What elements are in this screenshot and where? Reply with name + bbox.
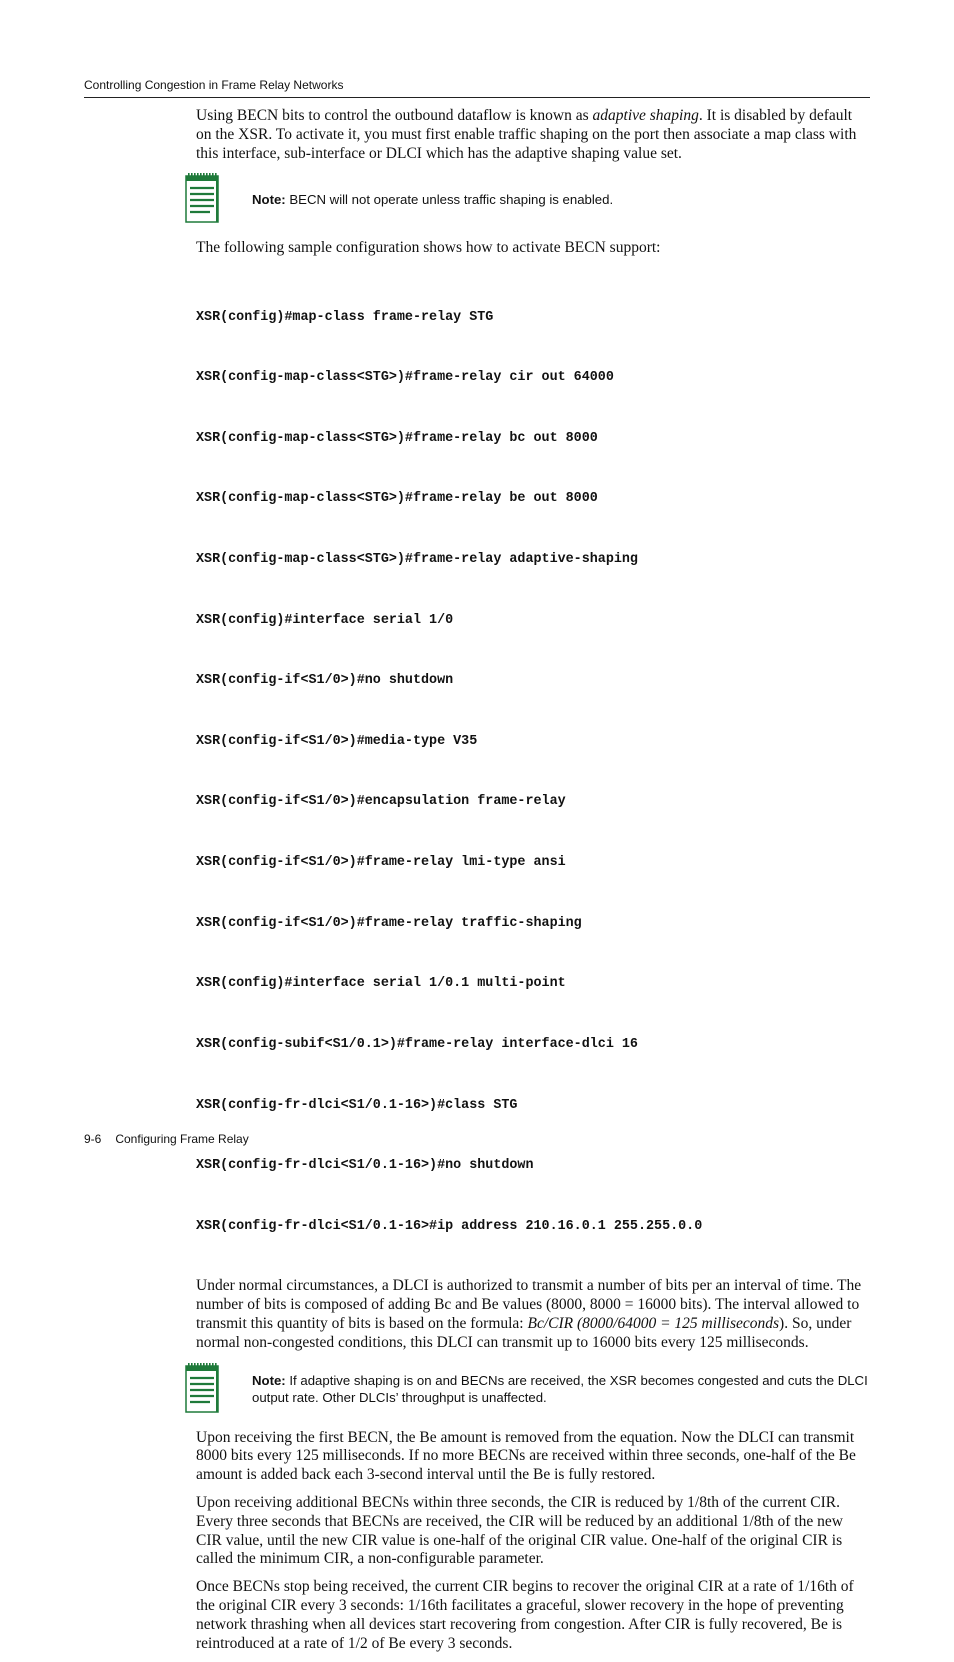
normal-text-before: Under normal circumstances, a DLCI is authorized to transmit a number of bits per an interval of time. The number of bits is composed of adding Bc and Be values (8000, 8000 = 16000 bits). The interval allowed to transmit this quantity of bits is based on the formula: xyxy=(196,1277,862,1332)
note-label: Note: xyxy=(252,191,286,207)
normal-text-after: ). So, under normal non-congested conditions, this DLCI can transmit up to 16000 bits every 125 milliseconds. xyxy=(196,1314,852,1351)
code-line: XSR(config)#interface serial 1/0.1 multi-point xyxy=(196,976,566,992)
code-line: XSR(config-if<S1/0>)#frame-relay traffic-shaping xyxy=(196,915,582,931)
page-number: 9-6 xyxy=(84,1132,102,1146)
code-line: XSR(config-if<S1/0>)#media-type V35 xyxy=(196,733,478,749)
code-line: XSR(config-fr-dlci<S1/0.1-16>)#no shutdown xyxy=(196,1158,534,1174)
additional-becn-paragraph: Upon receiving additional BECNs within three seconds, the CIR is reduced by 1/8th of the current CIR. Every three seconds that BECNs are received, the CIR will be reduced by an additional 1/8th of the new CIR value, until the new CIR value is one-half of the original CIR value. One-half of the original CIR is called the minimum CIR, a non-configurable parameter. xyxy=(196,1493,843,1568)
running-header: Controlling Congestion in Frame Relay Networks xyxy=(84,78,344,92)
code-line: XSR(config-map-class<STG>)#frame-relay be out 8000 xyxy=(196,491,598,507)
config-code-block xyxy=(196,267,870,1277)
note-text xyxy=(252,191,613,208)
first-becn-paragraph: Upon receiving the first BECN, the Be amount is removed from the equation. Now the DLCI can transmit 8000 bits every 125 milliseconds. If no more BECNs are received within three seconds, one-half of the Be amount is added back each 3-second interval until the Be is fully restored. xyxy=(196,1428,856,1484)
code-line: XSR(config-if<S1/0>)#no shutdown xyxy=(196,673,454,689)
becn-recovery-paragraph: Once BECNs stop being received, the current CIR begins to recover the original CIR at a rate of 1/16th of the original CIR every 3 seconds: 1/16th facilitates a graceful, slower recovery in the hope of preventing network thrashing when all devices start recovering from congestion. After CIR is fully recovered, Be is reintroduced at a rate of 1/2 of Be every 3 seconds. xyxy=(196,1578,854,1652)
header-rule xyxy=(84,97,870,98)
note-box-adaptive-shaping xyxy=(196,1363,870,1415)
notepad-icon xyxy=(185,173,219,223)
normal-circumstances-paragraph xyxy=(196,1277,870,1352)
page-body xyxy=(196,107,870,1662)
code-line: XSR(config-subif<S1/0.1>)#frame-relay interface-dlci 16 xyxy=(196,1036,638,1052)
code-line: XSR(config-if<S1/0>)#encapsulation frame-relay xyxy=(196,794,566,810)
note-body: If adaptive shaping is on and BECNs are received, the XSR becomes congested and cuts the DLCI output rate. Other DLCIs’ throughput is unaffected. xyxy=(252,1372,868,1405)
intro-text-after: . It is disabled by default on the XSR. To activate it, you must first enable traffic shaping on the port then associate a map class with this interface, sub-interface or DLCI which has the adaptive shaping value set. xyxy=(196,107,857,162)
code-line: XSR(config)#map-class frame-relay STG xyxy=(196,309,494,325)
code-line: XSR(config-fr-dlci<S1/0.1-16>#ip address 210.16.0.1 255.255.0.0 xyxy=(196,1218,703,1234)
note-label: Note: xyxy=(252,1372,286,1388)
code-line: XSR(config-if<S1/0>)#frame-relay lmi-type ansi xyxy=(196,855,566,871)
code-line: XSR(config)#interface serial 1/0 xyxy=(196,612,454,628)
chapter-title: Configuring Frame Relay xyxy=(115,1132,249,1146)
note-body: BECN will not operate unless traffic shaping is enabled. xyxy=(285,191,614,207)
code-line: XSR(config-map-class<STG>)#frame-relay adaptive-shaping xyxy=(196,552,638,568)
note-text xyxy=(252,1372,870,1406)
code-line: XSR(config-fr-dlci<S1/0.1-16>)#class STG xyxy=(196,1097,518,1113)
sample-config-intro: The following sample configuration shows how to activate BECN support: xyxy=(196,239,661,257)
running-footer xyxy=(84,1132,249,1146)
intro-paragraph xyxy=(196,107,870,163)
formula-text: Bc/CIR (8000/64000 = 125 milliseconds xyxy=(527,1314,780,1332)
intro-text-before: Using BECN bits to control the outbound dataflow is known as xyxy=(196,107,593,124)
code-line: XSR(config-map-class<STG>)#frame-relay bc out 8000 xyxy=(196,430,598,446)
note-box-traffic-shaping xyxy=(196,173,870,225)
notepad-icon xyxy=(185,1363,219,1413)
code-line: XSR(config-map-class<STG>)#frame-relay cir out 64000 xyxy=(196,370,614,386)
intro-term: adaptive shaping xyxy=(592,107,699,124)
